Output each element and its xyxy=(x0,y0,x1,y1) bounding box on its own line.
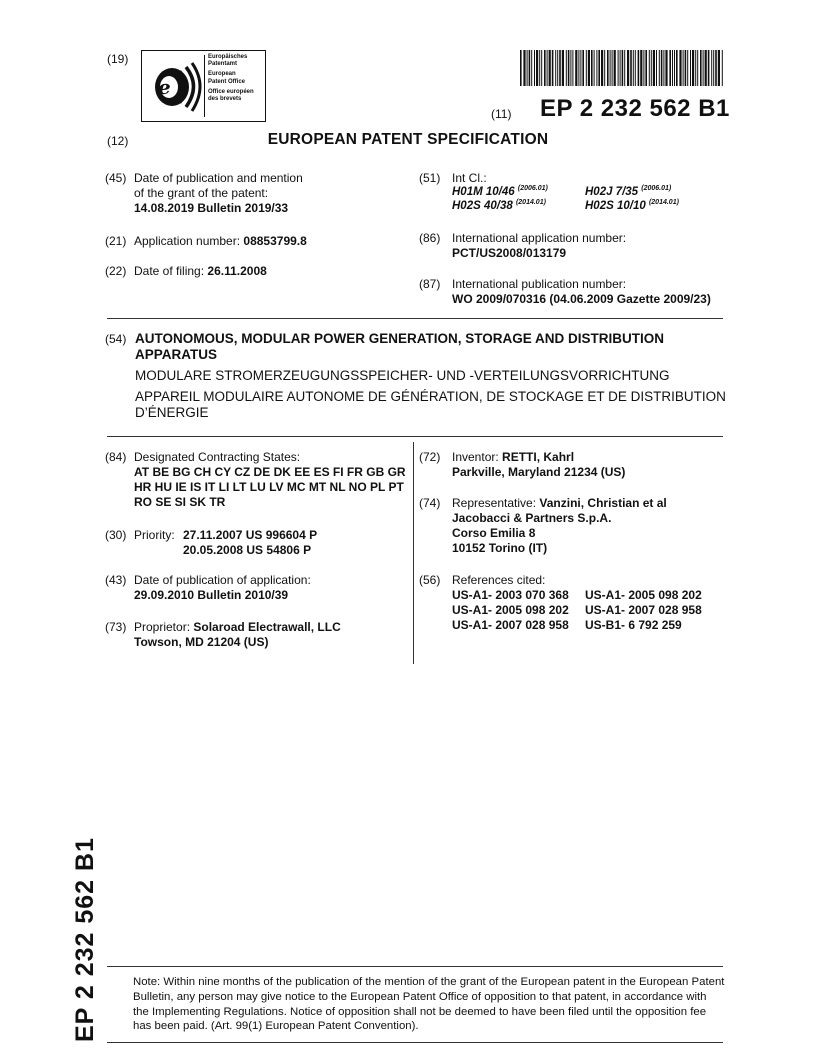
int-cl-class: H02S 10/10 $^{(2014.01)}$ xyxy=(585,199,679,212)
int-cl-class: H02S 40/38 $^{(2014.01)}$ xyxy=(452,199,546,212)
inid-code-54: (54) xyxy=(105,332,127,346)
document-title: EUROPEAN PATENT SPECIFICATION xyxy=(267,131,549,148)
field-representative: Representative: Vanzini, Christian et al Jacobacci & Partners S.p.A. Corso Emilia 8 10152 Torino (IT) xyxy=(452,496,667,555)
field-designated-states: Designated Contracting States: AT BE BG CH CY CZ DE DK EE ES FI FR GB GR HR HU IE IS IT LI LT LU LV MC MT NL NO PL PT RO SE SI SK TR xyxy=(134,450,406,509)
inid-code-72: (72) xyxy=(419,450,441,464)
field-application-number: Application number: 08853799.8 xyxy=(134,234,307,248)
inid-code-86: (86) xyxy=(419,231,441,245)
inid-code-51: (51) xyxy=(419,171,441,185)
field-international-application: International application number: PCT/US2008/013179 xyxy=(452,231,627,260)
reference-citation: US-A1- 2003 070 368 xyxy=(452,588,569,602)
divider xyxy=(107,966,723,967)
inid-code-30: (30) xyxy=(105,528,127,542)
reference-citation: US-B1- 6 792 259 xyxy=(585,618,682,632)
invention-title: AUTONOMOUS, MODULAR POWER GENERATION, STORAGE AND DISTRIBUTION APPARATUS MODULARE STROMERZEUGUNGSSPEICHER- UND -VERTEILUNGSVORRICHTUNG APPAREIL MODULAIRE AUTONOME DE GÉNÉRATION, DE STOCKAGE ET DE DISTRIBUTION D’ÉNERGIE xyxy=(135,331,726,420)
office-names: Europäisches Patentamt European Patent Office Office européen des brevets xyxy=(208,54,254,103)
divider xyxy=(107,1042,723,1043)
epo-logo xyxy=(141,50,266,122)
reference-citation: US-A1- 2007 028 958 xyxy=(452,618,569,632)
inid-code-56: (56) xyxy=(419,573,441,587)
reference-citation: US-A1- 2005 098 202 xyxy=(585,588,702,602)
divider xyxy=(107,318,723,319)
side-publication-number: EP 2 232 562 B1 xyxy=(71,837,99,1042)
inid-code-11: (11) xyxy=(491,107,512,121)
int-cl-class: H01M 10/46 $^{(2006.01)}$ xyxy=(452,185,548,198)
field-references-label: References cited: xyxy=(452,573,546,587)
opposition-note: Note: Within nine months of the publication of the mention of the grant of the European patent in the European Patent Bulletin, any person may give notice to the European Patent Office of opposition to that patent, in accordance with the Implementing Regulations. Notice of opposition shall not be deemed to have been filed until the opposition fee has been paid. (Art. 99(1) European Patent Convention). xyxy=(133,976,725,1033)
field-inventor: Inventor: RETTI, Kahrl Parkville, Maryland 21234 (US) xyxy=(452,450,626,479)
inid-code-22: (22) xyxy=(105,264,127,278)
inid-code-21: (21) xyxy=(105,234,127,248)
field-priority: 27.11.2007 US 996604 P 20.05.2008 US 54806 P xyxy=(183,528,318,557)
int-cl-class: H02J 7/35 $^{(2006.01)}$ xyxy=(585,185,672,198)
reference-citation: US-A1- 2007 028 958 xyxy=(585,603,702,617)
publication-number: EP 2 232 562 B1 xyxy=(540,95,730,122)
field-filing-date: Date of filing: 26.11.2008 xyxy=(134,264,267,278)
inid-code-84: (84) xyxy=(105,450,127,464)
column-divider xyxy=(413,442,414,664)
inid-code-12: (12) xyxy=(107,134,129,148)
epo-logo-icon xyxy=(146,57,202,115)
inid-code-73: (73) xyxy=(105,620,127,634)
barcode xyxy=(520,50,723,86)
field-international-publication: International publication number: WO 2009/070316 (04.06.2009 Gazette 2009/23) xyxy=(452,277,711,306)
reference-citation: US-A1- 2005 098 202 xyxy=(452,603,569,617)
field-priority-label: Priority: xyxy=(134,528,175,542)
field-grant-publication: Date of publication and mention of the grant of the patent: 14.08.2019 Bulletin 2019/33 xyxy=(134,171,303,215)
field-proprietor: Proprietor: Solaroad Electrawall, LLC Towson, MD 21204 (US) xyxy=(134,620,341,649)
divider xyxy=(107,436,723,437)
inid-code-74: (74) xyxy=(419,496,441,510)
inid-code-45: (45) xyxy=(105,171,127,185)
svg-text:e: e xyxy=(158,75,171,99)
inid-code-43: (43) xyxy=(105,573,127,587)
inid-code-19: (19) xyxy=(107,52,129,66)
field-int-cl-label: Int Cl.: xyxy=(452,171,487,185)
inid-code-87: (87) xyxy=(419,277,441,291)
field-application-publication: Date of publication of application: 29.09.2010 Bulletin 2010/39 xyxy=(134,573,311,602)
